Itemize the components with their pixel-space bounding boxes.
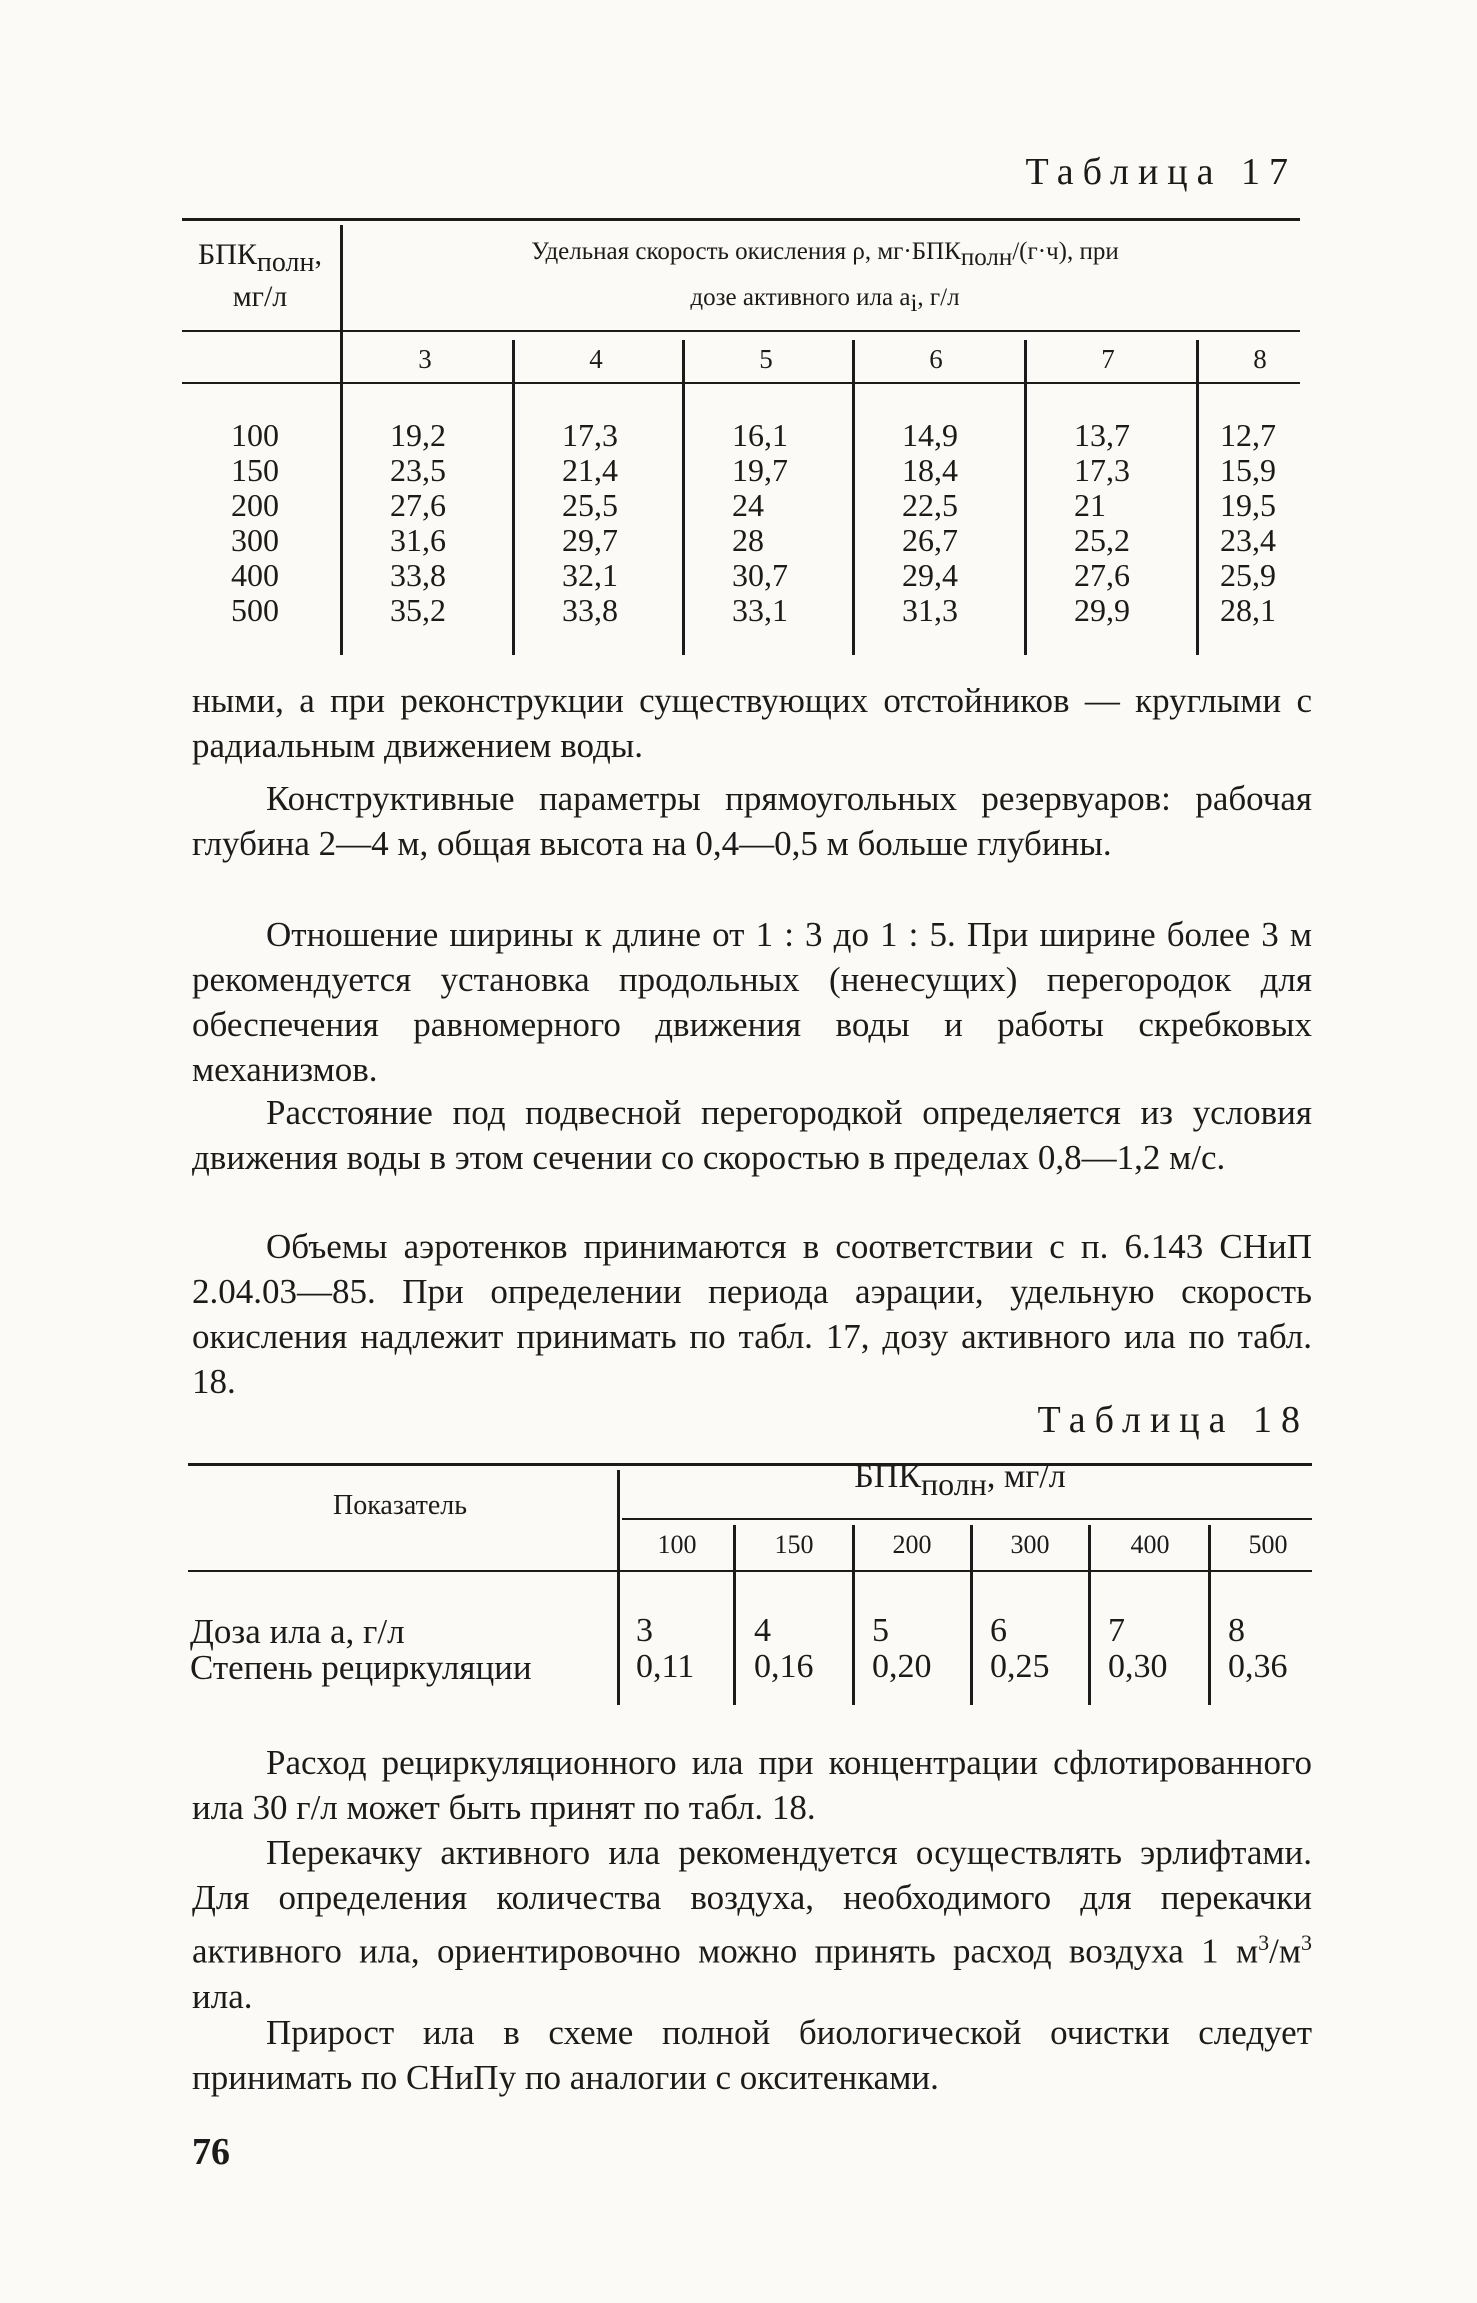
table-18-divider bbox=[1208, 1525, 1211, 1705]
table-17-cell: 25,2 bbox=[1074, 522, 1130, 558]
table-17-column-header: Удельная скорость окисления ρ, $мг\cdot БПК_{полн}/(г\cdot ч)$, при дозе активного ила $a_i$, г/л bbox=[531, 238, 1119, 317]
table-18-column-label: 300 bbox=[1010, 1530, 1050, 1559]
table-17-cell: 12,7 bbox=[1220, 417, 1276, 453]
table-17-cell: 17,3 bbox=[562, 417, 618, 453]
table-17-cell: 28 bbox=[732, 522, 764, 558]
table-17-caption: Таблица 17 bbox=[1025, 151, 1297, 193]
table-17-bpk-value: 100 bbox=[231, 417, 279, 453]
table-17-column-label: 5 bbox=[759, 344, 773, 374]
table-17-bpk-value: 300 bbox=[231, 522, 279, 558]
table-17-column-label: 8 bbox=[1253, 344, 1267, 374]
table-17-top-rule bbox=[182, 218, 1300, 221]
table-17-cell: 15,9 bbox=[1220, 452, 1276, 488]
table-17-bpk-value: 200 bbox=[231, 487, 279, 523]
table-17-bpk-value: 400 bbox=[231, 557, 279, 593]
table-17-cell: 25,5 bbox=[562, 487, 618, 523]
table-18-cell: 3 bbox=[636, 1612, 653, 1649]
table-17-cell: 19,7 bbox=[732, 452, 788, 488]
table-17-header-rule bbox=[182, 330, 1300, 332]
page-number: 76 bbox=[192, 2131, 230, 2173]
table-18-cell: 0,25 bbox=[990, 1648, 1050, 1685]
table-17-cell: 27,6 bbox=[1074, 557, 1130, 593]
table-17-data-column bbox=[1074, 418, 1130, 628]
table-17-divider bbox=[1024, 340, 1027, 655]
table-17-cell: 13,7 bbox=[1074, 417, 1130, 453]
table-18-cell: 0,30 bbox=[1108, 1648, 1168, 1685]
table-18-cell: 4 bbox=[754, 1612, 771, 1649]
table-18-column-label: 500 bbox=[1248, 1530, 1288, 1559]
paragraph: Перекачку активного ила рекомендуется осуществлять эрлифтами. Для определения количества воздуха, необходимого для перекачки активного ила, ориентировочно можно принять расход воздуха 1 $м^3/м^3$ ила. bbox=[192, 1833, 1312, 2016]
table-17-cell: 22,5 bbox=[902, 487, 958, 523]
table-18-divider bbox=[733, 1525, 736, 1705]
table-17-cell: 25,9 bbox=[1220, 557, 1276, 593]
table-18-divider bbox=[1088, 1525, 1091, 1705]
table-17-data-column bbox=[562, 418, 618, 628]
table-18-divider bbox=[852, 1525, 855, 1705]
table-17-data-column bbox=[902, 418, 958, 628]
table-17-bpk-value: 150 bbox=[231, 452, 279, 488]
table-18-column-label: 200 bbox=[892, 1530, 932, 1559]
table-17-cell: 33,8 bbox=[562, 592, 618, 628]
table-17-cell: 33,1 bbox=[732, 592, 788, 628]
table-17-bpk-column bbox=[210, 418, 300, 628]
paragraph: Конструктивные параметры прямоугольных резервуаров: рабочая глубина 2—4 м, общая высота на 0,4—0,5 м больше глубины. bbox=[192, 779, 1312, 863]
table-18-divider bbox=[970, 1525, 973, 1705]
table-17-cell: 18,4 bbox=[902, 452, 958, 488]
table-18-cell: 0,36 bbox=[1228, 1648, 1288, 1685]
table-17-cell: 29,9 bbox=[1074, 592, 1130, 628]
table-18-subheader-rule bbox=[622, 1518, 1312, 1520]
table-17-cell: 19,2 bbox=[390, 417, 446, 453]
table-17-divider bbox=[852, 340, 855, 655]
table-17-cell: 23,5 bbox=[390, 452, 446, 488]
table-18-row-label: Доза ила a, г/л bbox=[190, 1612, 405, 1651]
table-17-data-column bbox=[390, 418, 446, 628]
table-17-cell: 30,7 bbox=[732, 557, 788, 593]
table-17-cell: 31,3 bbox=[902, 592, 958, 628]
table-17-cell: 16,1 bbox=[732, 417, 788, 453]
table-18-header-rule bbox=[188, 1570, 1312, 1572]
paragraph: Расход рециркуляционного ила при концентрации сфлотированного ила 30 г/л может быть принят по табл. 18. bbox=[192, 1743, 1312, 1827]
table-17-column-label: 6 bbox=[929, 344, 943, 374]
table-18-caption: Таблица 18 bbox=[1037, 1399, 1309, 1441]
table-18-row-label: Степень рециркуляции bbox=[190, 1648, 532, 1687]
table-18-column-label: 400 bbox=[1130, 1530, 1170, 1559]
table-17-cell: 31,6 bbox=[390, 522, 446, 558]
table-17-cell: 32,1 bbox=[562, 557, 618, 593]
table-18-cell: 5 bbox=[872, 1612, 889, 1649]
table-17-cell: 28,1 bbox=[1220, 592, 1276, 628]
table-17-divider bbox=[1196, 340, 1199, 655]
table-17-data-column bbox=[732, 418, 788, 628]
table-17-divider bbox=[512, 340, 515, 655]
table-17-bpk-value: 500 bbox=[231, 592, 279, 628]
table-17-cell: 14,9 bbox=[902, 417, 958, 453]
table-17-divider bbox=[682, 340, 685, 655]
table-17-cell: 23,4 bbox=[1220, 522, 1276, 558]
table-17-cell: 26,7 bbox=[902, 522, 958, 558]
table-18-row-header: Показатель bbox=[333, 1490, 467, 1521]
table-17-cell: 29,7 bbox=[562, 522, 618, 558]
table-17-column-label: 3 bbox=[418, 344, 432, 374]
table-18-divider bbox=[617, 1470, 620, 1705]
table-18-cell: 7 bbox=[1108, 1612, 1125, 1649]
table-17-column-label: 4 bbox=[589, 344, 603, 374]
table-17-cell: 21 bbox=[1074, 487, 1106, 523]
table-17-divider bbox=[340, 225, 343, 655]
paragraph: Отношение ширины к длине от 1 : 3 до 1 : 5. При ширине более 3 м рекомендуется установка продольных (ненесущих) перегородок для обеспечения равномерного движения воды и работы скребковых механизмов. bbox=[192, 915, 1312, 1089]
table-18-cell: 6 bbox=[990, 1612, 1007, 1649]
table-18-cell: 0,11 bbox=[636, 1648, 695, 1685]
table-17-cell: 35,2 bbox=[390, 592, 446, 628]
table-17-cell: 29,4 bbox=[902, 557, 958, 593]
table-18-column-label: 150 bbox=[774, 1530, 814, 1559]
table-17-data-column bbox=[1220, 418, 1276, 628]
table-18-cell: 0,16 bbox=[754, 1648, 814, 1685]
table-17-cell: 27,6 bbox=[390, 487, 446, 523]
table-18-column-label: 100 bbox=[657, 1530, 697, 1559]
table-17-body-rule bbox=[182, 382, 1300, 384]
paragraph: Объемы аэротенков принимаются в соответствии с п. 6.143 СНиП 2.04.03—85. При определении периода аэрации, удельную скорость окисления надлежит принимать по табл. 17, дозу активного ила по табл. 18. bbox=[192, 1227, 1312, 1401]
table-17-row-header: $БПК_{полн}$, мг/л bbox=[198, 238, 322, 313]
table-17-cell: 33,8 bbox=[390, 557, 446, 593]
table-18-cell: 0,20 bbox=[872, 1648, 932, 1685]
paragraph: ными, а при реконструкции существующих отстойников — круглыми с радиальным движением воды. bbox=[192, 681, 1312, 765]
paragraph: Прирост ила в схеме полной биологической очистки следует принимать по СНиПу по аналогии с окситенками. bbox=[192, 2013, 1312, 2097]
table-17-cell: 21,4 bbox=[562, 452, 618, 488]
table-17-cell: 19,5 bbox=[1220, 487, 1276, 523]
paragraph: Расстояние под подвесной перегородкой определяется из условия движения воды в этом сечении со скоростью в пределах 0,8—1,2 м/с. bbox=[192, 1093, 1312, 1177]
table-17-column-label: 7 bbox=[1101, 344, 1115, 374]
table-17-cell: 24 bbox=[732, 487, 764, 523]
table-18-column-header: $БПК_{полн}$, мг/л bbox=[854, 1458, 1066, 1502]
table-17-cell: 17,3 bbox=[1074, 452, 1130, 488]
table-18-cell: 8 bbox=[1228, 1612, 1245, 1649]
